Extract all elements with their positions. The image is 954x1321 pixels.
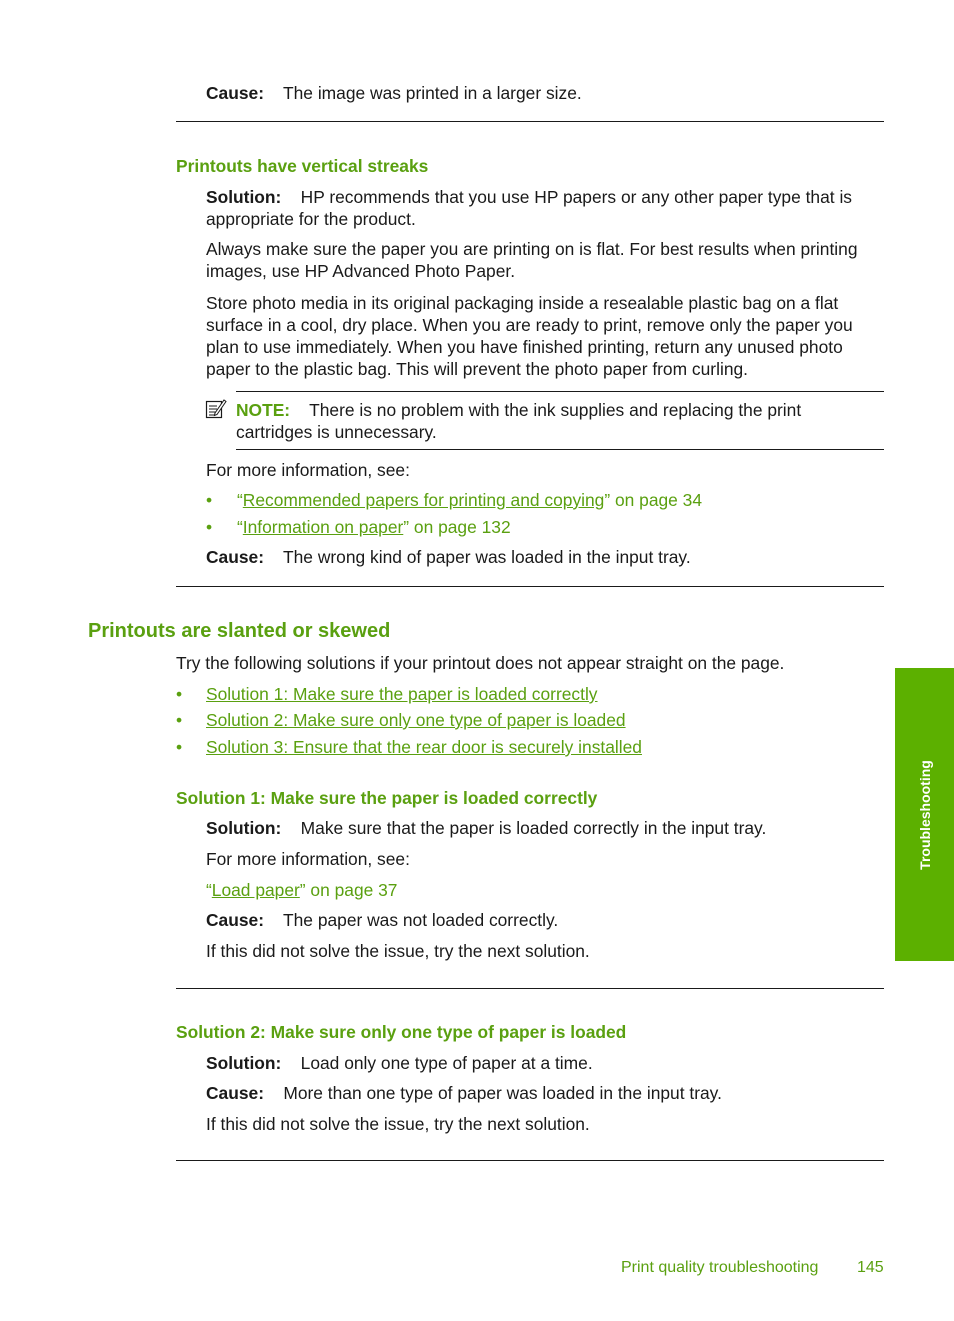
link-recommended-papers[interactable]: “Recommended papers for printing and copying” on page 34 [237,490,703,510]
note-label: NOTE: [236,400,291,420]
note-bottom-rule [236,449,884,450]
solution-text: Load only one type of paper at a time. [300,1053,593,1073]
note-icon [205,398,227,420]
note-top-rule [236,391,884,392]
sol1-more-info: For more information, see: [206,849,410,869]
section-heading-streaks: Printouts have vertical streaks [176,156,429,176]
side-tab-label: Troubleshooting [916,759,933,870]
section-heading-solution-2: Solution 2: Make sure only one type of paper is loaded [176,1022,627,1042]
link-information-on-paper[interactable]: “Information on paper” on page 132 [237,517,511,537]
cause-label: Cause: [206,1083,264,1103]
streaks-solution [206,186,886,230]
sol1-solution [206,817,886,839]
cause-text: More than one type of paper was loaded in the input tray. [283,1083,722,1103]
solution-text: HP recommends that you use HP papers or any other paper type that is appropriate for the product. [206,187,853,229]
section-heading-solution-1: Solution 1: Make sure the paper is loaded correctly [176,788,598,808]
link-solution-3[interactable]: Solution 3: Ensure that the rear door is securely installed [206,737,642,757]
cause-text: The paper was not loaded correctly. [283,910,559,930]
bullet: • [206,517,213,537]
top-cause [206,82,886,104]
note-content [236,399,876,443]
divider [176,988,884,989]
footer-section-title: Print quality troubleshooting [621,1259,819,1276]
cause-label: Cause: [206,910,264,930]
streaks-paragraph-2: Store photo media in its original packaging inside a resealable plastic bag on a flat surface in a cool, dry place. When you are ready to print, remove only the paper you plan to use immediately. When you have finished printing, return any unused photo paper to the plastic bag. This will prevent the photo paper from curling. [206,293,853,379]
solution-label: Solution: [206,1053,282,1073]
footer-page-number: 145 [857,1259,884,1276]
solution-label: Solution: [206,187,282,207]
cause-label: Cause: [206,547,264,567]
divider [176,586,884,587]
streaks-more-info: For more information, see: [206,460,410,480]
bullet: • [176,710,183,730]
bullet: • [176,684,183,704]
cause-label: Cause: [206,83,264,103]
sol2-next: If this did not solve the issue, try the next solution. [206,1114,590,1134]
bullet: • [176,737,183,757]
sol1-cause [206,909,886,931]
cause-text: The wrong kind of paper was loaded in the input tray. [283,547,691,567]
divider [176,121,884,122]
note-text: There is no problem with the ink supplies and replacing the print cartridges is unnecessary. [236,400,802,442]
link-text[interactable]: Recommended papers for printing and copying [242,490,605,510]
sol2-cause [206,1082,886,1104]
solution-label: Solution: [206,818,282,838]
sol1-next: If this did not solve the issue, try the next solution. [206,941,590,961]
cause-text: The image was printed in a larger size. [283,83,582,103]
side-tab-troubleshooting [895,668,954,961]
link-text[interactable]: Load paper [211,880,300,900]
solution-text: Make sure that the paper is loaded correctly in the input tray. [300,818,767,838]
bullet: • [206,490,213,510]
section-heading-skewed: Printouts are slanted or skewed [88,620,391,642]
streaks-cause [206,546,886,568]
streaks-paragraph-1: Always make sure the paper you are printing on is flat. For best results when printing images, use HP Advanced Photo Paper. [206,239,858,281]
link-text[interactable]: Information on paper [242,517,404,537]
sol2-solution [206,1052,886,1074]
skewed-intro: Try the following solutions if your printout does not appear straight on the page. [176,653,785,673]
link-solution-1[interactable]: Solution 1: Make sure the paper is loaded correctly [206,684,598,704]
link-solution-2[interactable]: Solution 2: Make sure only one type of paper is loaded [206,710,626,730]
divider [176,1160,884,1161]
link-load-paper[interactable]: “Load paper” on page 37 [206,880,398,900]
